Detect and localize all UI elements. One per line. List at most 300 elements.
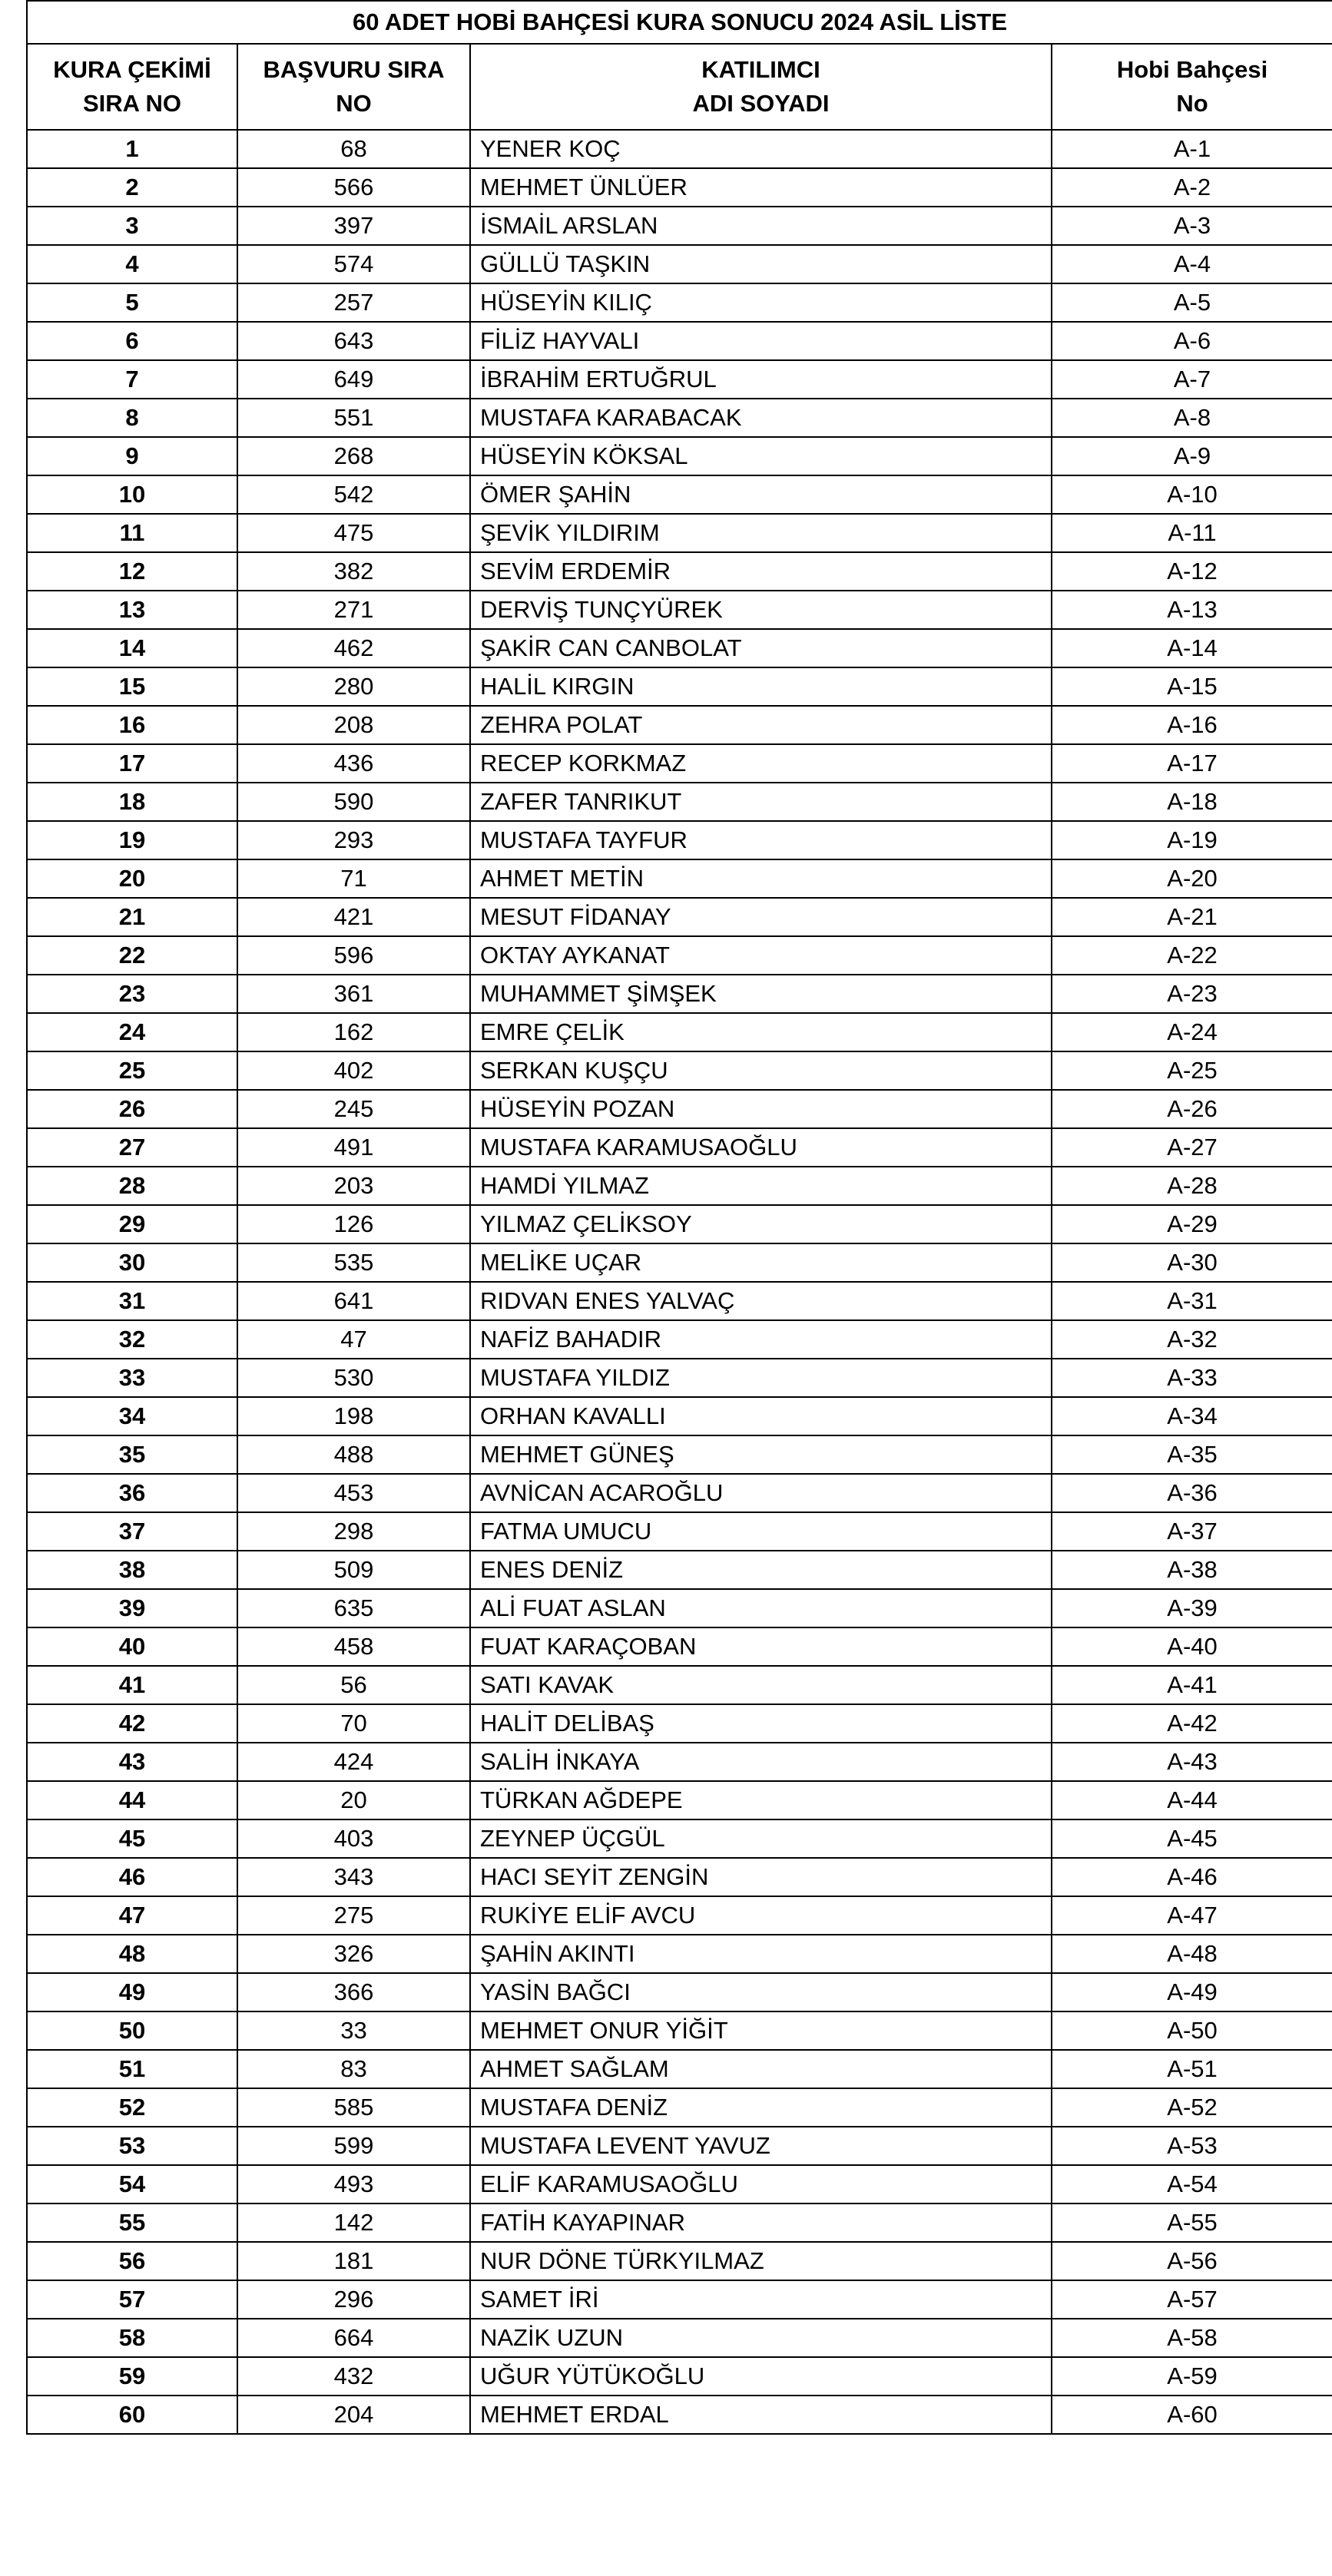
table-row	[27, 2127, 1332, 2165]
table-row	[27, 1128, 1332, 1167]
garden-no-cell: A-20	[1052, 859, 1332, 898]
participant-name-cell: ZEYNEP ÜÇGÜL	[470, 1819, 1052, 1858]
application-no-cell: 649	[237, 360, 470, 399]
garden-no-cell: A-1	[1052, 130, 1332, 168]
draw-no-cell: 46	[27, 1858, 237, 1896]
draw-no-cell: 14	[27, 629, 237, 667]
table-row	[27, 1589, 1332, 1627]
participant-name-cell: SEVİM ERDEMİR	[470, 552, 1052, 591]
participant-name-cell: ALİ FUAT ASLAN	[470, 1589, 1052, 1627]
table-row	[27, 936, 1332, 975]
garden-no-cell: A-10	[1052, 475, 1332, 514]
participant-name-cell: SALİH İNKAYA	[470, 1743, 1052, 1781]
application-no-cell: 664	[237, 2319, 470, 2357]
application-no-cell: 275	[237, 1896, 470, 1935]
garden-no-cell: A-40	[1052, 1627, 1332, 1666]
table-row	[27, 1167, 1332, 1205]
participant-name-cell: UĞUR YÜTÜKOĞLU	[470, 2357, 1052, 2396]
participant-name-cell: NAZİK UZUN	[470, 2319, 1052, 2357]
application-no-cell: 635	[237, 1589, 470, 1627]
draw-no-cell: 29	[27, 1205, 237, 1243]
garden-no-cell: A-43	[1052, 1743, 1332, 1781]
draw-no-cell: 48	[27, 1935, 237, 1973]
participant-name-cell: HÜSEYİN KILIÇ	[470, 283, 1052, 322]
garden-no-cell: A-12	[1052, 552, 1332, 591]
garden-no-cell: A-28	[1052, 1167, 1332, 1205]
participant-name-cell: HACI SEYİT ZENGİN	[470, 1858, 1052, 1896]
table-row	[27, 821, 1332, 859]
garden-no-cell: A-32	[1052, 1320, 1332, 1359]
table-row	[27, 2396, 1332, 2434]
table-row	[27, 1973, 1332, 2011]
table-row	[27, 1935, 1332, 1973]
table-row	[27, 744, 1332, 783]
table-row	[27, 2242, 1332, 2280]
table-row	[27, 1013, 1332, 1051]
participant-name-cell: İSMAİL ARSLAN	[470, 207, 1052, 245]
draw-no-cell: 60	[27, 2396, 237, 2434]
participant-name-cell: SERKAN KUŞÇU	[470, 1051, 1052, 1090]
table-row	[27, 207, 1332, 245]
participant-name-cell: YILMAZ ÇELİKSOY	[470, 1205, 1052, 1243]
garden-no-cell: A-18	[1052, 783, 1332, 821]
draw-no-cell: 12	[27, 552, 237, 591]
participant-name-cell: DERVİŞ TUNÇYÜREK	[470, 591, 1052, 629]
draw-no-cell: 8	[27, 399, 237, 437]
application-no-cell: 402	[237, 1051, 470, 1090]
garden-no-cell: A-3	[1052, 207, 1332, 245]
application-no-cell: 542	[237, 475, 470, 514]
garden-no-cell: A-7	[1052, 360, 1332, 399]
participant-name-cell: YENER KOÇ	[470, 130, 1052, 168]
garden-no-cell: A-47	[1052, 1896, 1332, 1935]
application-no-cell: 343	[237, 1858, 470, 1896]
garden-no-cell: A-17	[1052, 744, 1332, 783]
document-title: 60 ADET HOBİ BAHÇESİ KURA SONUCU 2024 ASİL LİSTE	[27, 1, 1332, 44]
table-row	[27, 898, 1332, 936]
application-no-cell: 47	[237, 1320, 470, 1359]
draw-no-cell: 24	[27, 1013, 237, 1051]
participant-name-cell: MESUT FİDANAY	[470, 898, 1052, 936]
participant-name-cell: SATI KAVAK	[470, 1666, 1052, 1704]
table-row	[27, 1781, 1332, 1819]
application-no-cell: 268	[237, 437, 470, 475]
application-no-cell: 590	[237, 783, 470, 821]
participant-name-cell: HALİT DELİBAŞ	[470, 1704, 1052, 1743]
draw-no-cell: 54	[27, 2165, 237, 2204]
garden-no-cell: A-23	[1052, 975, 1332, 1013]
application-no-cell: 643	[237, 322, 470, 360]
garden-no-cell: A-36	[1052, 1474, 1332, 1512]
application-no-cell: 530	[237, 1359, 470, 1397]
garden-no-cell: A-41	[1052, 1666, 1332, 1704]
table-row	[27, 859, 1332, 898]
draw-no-cell: 31	[27, 1282, 237, 1320]
table-row	[27, 1666, 1332, 1704]
application-no-cell: 326	[237, 1935, 470, 1973]
participant-name-cell: ENES DENİZ	[470, 1551, 1052, 1589]
participant-name-cell: MEHMET ÜNLÜER	[470, 168, 1052, 207]
garden-no-cell: A-25	[1052, 1051, 1332, 1090]
draw-no-cell: 10	[27, 475, 237, 514]
participant-name-cell: MUSTAFA KARAMUSAOĞLU	[470, 1128, 1052, 1167]
garden-no-cell: A-51	[1052, 2050, 1332, 2088]
application-no-cell: 585	[237, 2088, 470, 2127]
draw-no-cell: 25	[27, 1051, 237, 1090]
participant-name-cell: AHMET SAĞLAM	[470, 2050, 1052, 2088]
table-row	[27, 360, 1332, 399]
application-no-cell: 257	[237, 283, 470, 322]
draw-no-cell: 40	[27, 1627, 237, 1666]
participant-name-cell: MUSTAFA LEVENT YAVUZ	[470, 2127, 1052, 2165]
draw-no-cell: 21	[27, 898, 237, 936]
draw-no-cell: 33	[27, 1359, 237, 1397]
garden-no-cell: A-54	[1052, 2165, 1332, 2204]
participant-name-cell: İBRAHİM ERTUĞRUL	[470, 360, 1052, 399]
garden-no-cell: A-22	[1052, 936, 1332, 975]
draw-no-cell: 22	[27, 936, 237, 975]
table-row	[27, 1896, 1332, 1935]
garden-no-cell: A-55	[1052, 2204, 1332, 2242]
application-no-cell: 271	[237, 591, 470, 629]
table-row	[27, 1090, 1332, 1128]
participant-name-cell: MUHAMMET ŞİMŞEK	[470, 975, 1052, 1013]
draw-no-cell: 45	[27, 1819, 237, 1858]
participant-name-cell: FATMA UMUCU	[470, 1512, 1052, 1551]
participant-name-cell: GÜLLÜ TAŞKIN	[470, 245, 1052, 283]
application-no-cell: 366	[237, 1973, 470, 2011]
garden-no-cell: A-35	[1052, 1435, 1332, 1474]
draw-no-cell: 16	[27, 706, 237, 744]
application-no-cell: 453	[237, 1474, 470, 1512]
participant-name-cell: MUSTAFA DENİZ	[470, 2088, 1052, 2127]
garden-no-cell: A-2	[1052, 168, 1332, 207]
application-no-cell: 68	[237, 130, 470, 168]
garden-no-cell: A-27	[1052, 1128, 1332, 1167]
participant-name-cell: ELİF KARAMUSAOĞLU	[470, 2165, 1052, 2204]
draw-no-cell: 26	[27, 1090, 237, 1128]
participant-name-cell: YASİN BAĞCI	[470, 1973, 1052, 2011]
application-no-cell: 208	[237, 706, 470, 744]
draw-no-cell: 50	[27, 2011, 237, 2050]
draw-no-cell: 17	[27, 744, 237, 783]
draw-no-cell: 30	[27, 1243, 237, 1282]
garden-no-cell: A-53	[1052, 2127, 1332, 2165]
garden-no-cell: A-26	[1052, 1090, 1332, 1128]
application-no-cell: 493	[237, 2165, 470, 2204]
draw-no-cell: 44	[27, 1781, 237, 1819]
participant-name-cell: MUSTAFA YILDIZ	[470, 1359, 1052, 1397]
application-no-cell: 403	[237, 1819, 470, 1858]
participant-name-cell: ŞEVİK YILDIRIM	[470, 514, 1052, 552]
application-no-cell: 198	[237, 1397, 470, 1435]
table-row	[27, 667, 1332, 706]
table-row	[27, 1627, 1332, 1666]
garden-no-cell: A-19	[1052, 821, 1332, 859]
garden-no-cell: A-38	[1052, 1551, 1332, 1589]
table-row	[27, 1819, 1332, 1858]
draw-no-cell: 47	[27, 1896, 237, 1935]
draw-no-cell: 36	[27, 1474, 237, 1512]
application-no-cell: 599	[237, 2127, 470, 2165]
garden-no-cell: A-48	[1052, 1935, 1332, 1973]
table-row	[27, 437, 1332, 475]
participant-name-cell: ÖMER ŞAHİN	[470, 475, 1052, 514]
draw-no-cell: 58	[27, 2319, 237, 2357]
participant-name-cell: MEHMET ONUR YİĞİT	[470, 2011, 1052, 2050]
application-no-cell: 509	[237, 1551, 470, 1589]
garden-no-cell: A-11	[1052, 514, 1332, 552]
draw-no-cell: 27	[27, 1128, 237, 1167]
table-row	[27, 2319, 1332, 2357]
participant-name-cell: MELİKE UÇAR	[470, 1243, 1052, 1282]
lottery-result-sheet	[26, 0, 1332, 2435]
garden-no-cell: A-56	[1052, 2242, 1332, 2280]
participant-name-cell: MEHMET ERDAL	[470, 2396, 1052, 2434]
draw-no-cell: 49	[27, 1973, 237, 2011]
draw-no-cell: 9	[27, 437, 237, 475]
table-row	[27, 2357, 1332, 2396]
draw-no-cell: 2	[27, 168, 237, 207]
table-row	[27, 245, 1332, 283]
draw-no-cell: 19	[27, 821, 237, 859]
garden-no-cell: A-49	[1052, 1973, 1332, 2011]
application-no-cell: 70	[237, 1704, 470, 1743]
table-row	[27, 2050, 1332, 2088]
table-row	[27, 1282, 1332, 1320]
garden-no-cell: A-59	[1052, 2357, 1332, 2396]
draw-no-cell: 4	[27, 245, 237, 283]
application-no-cell: 298	[237, 1512, 470, 1551]
draw-no-cell: 41	[27, 1666, 237, 1704]
draw-no-cell: 11	[27, 514, 237, 552]
garden-no-cell: A-31	[1052, 1282, 1332, 1320]
draw-no-cell: 51	[27, 2050, 237, 2088]
draw-no-cell: 15	[27, 667, 237, 706]
application-no-cell: 280	[237, 667, 470, 706]
table-row	[27, 1397, 1332, 1435]
draw-no-cell: 43	[27, 1743, 237, 1781]
draw-no-cell: 28	[27, 1167, 237, 1205]
garden-no-cell: A-42	[1052, 1704, 1332, 1743]
application-no-cell: 535	[237, 1243, 470, 1282]
application-no-cell: 424	[237, 1743, 470, 1781]
garden-no-cell: A-30	[1052, 1243, 1332, 1282]
application-no-cell: 491	[237, 1128, 470, 1167]
draw-no-cell: 5	[27, 283, 237, 322]
application-no-cell: 641	[237, 1282, 470, 1320]
draw-no-cell: 6	[27, 322, 237, 360]
application-no-cell: 382	[237, 552, 470, 591]
table-row	[27, 1858, 1332, 1896]
table-row	[27, 783, 1332, 821]
table-row	[27, 1359, 1332, 1397]
table-row	[27, 2011, 1332, 2050]
participant-name-cell: AHMET METİN	[470, 859, 1052, 898]
participant-name-cell: OKTAY AYKANAT	[470, 936, 1052, 975]
draw-no-cell: 3	[27, 207, 237, 245]
garden-no-cell: A-60	[1052, 2396, 1332, 2434]
application-no-cell: 126	[237, 1205, 470, 1243]
table-row	[27, 130, 1332, 168]
garden-no-cell: A-16	[1052, 706, 1332, 744]
table-row	[27, 399, 1332, 437]
draw-no-cell: 1	[27, 130, 237, 168]
application-no-cell: 566	[237, 168, 470, 207]
garden-no-cell: A-50	[1052, 2011, 1332, 2050]
application-no-cell: 596	[237, 936, 470, 975]
application-no-cell: 397	[237, 207, 470, 245]
draw-no-cell: 39	[27, 1589, 237, 1627]
application-no-cell: 83	[237, 2050, 470, 2088]
table-row	[27, 1320, 1332, 1359]
table-row	[27, 283, 1332, 322]
participant-name-cell: ZEHRA POLAT	[470, 706, 1052, 744]
draw-no-cell: 42	[27, 1704, 237, 1743]
application-no-cell: 245	[237, 1090, 470, 1128]
participant-name-cell: MUSTAFA KARABACAK	[470, 399, 1052, 437]
garden-no-cell: A-52	[1052, 2088, 1332, 2127]
application-no-cell: 203	[237, 1167, 470, 1205]
participant-name-cell: NUR DÖNE TÜRKYILMAZ	[470, 2242, 1052, 2280]
table-row	[27, 1243, 1332, 1282]
application-no-cell: 20	[237, 1781, 470, 1819]
application-no-cell: 574	[237, 245, 470, 283]
draw-no-cell: 34	[27, 1397, 237, 1435]
table-row	[27, 591, 1332, 629]
garden-no-cell: A-39	[1052, 1589, 1332, 1627]
draw-no-cell: 55	[27, 2204, 237, 2242]
application-no-cell: 296	[237, 2280, 470, 2319]
application-no-cell: 475	[237, 514, 470, 552]
participant-name-cell: HÜSEYİN KÖKSAL	[470, 437, 1052, 475]
participant-name-cell: RUKİYE ELİF AVCU	[470, 1896, 1052, 1935]
application-no-cell: 432	[237, 2357, 470, 2396]
header-garden-no: Hobi Bahçesi No	[1052, 44, 1332, 130]
draw-no-cell: 37	[27, 1512, 237, 1551]
table-row	[27, 1435, 1332, 1474]
garden-no-cell: A-44	[1052, 1781, 1332, 1819]
table-row	[27, 2088, 1332, 2127]
header-participant: KATILIMCI ADI SOYADI	[470, 44, 1052, 130]
application-no-cell: 361	[237, 975, 470, 1013]
table-row	[27, 2204, 1332, 2242]
participant-name-cell: ŞAHİN AKINTI	[470, 1935, 1052, 1973]
application-no-cell: 71	[237, 859, 470, 898]
garden-no-cell: A-45	[1052, 1819, 1332, 1858]
draw-no-cell: 53	[27, 2127, 237, 2165]
application-no-cell: 462	[237, 629, 470, 667]
table-row	[27, 552, 1332, 591]
participant-name-cell: ŞAKİR CAN CANBOLAT	[470, 629, 1052, 667]
garden-no-cell: A-15	[1052, 667, 1332, 706]
draw-no-cell: 38	[27, 1551, 237, 1589]
table-row	[27, 322, 1332, 360]
table-row	[27, 1205, 1332, 1243]
application-no-cell: 551	[237, 399, 470, 437]
table-row	[27, 1704, 1332, 1743]
draw-no-cell: 7	[27, 360, 237, 399]
draw-no-cell: 35	[27, 1435, 237, 1474]
table-row	[27, 514, 1332, 552]
application-no-cell: 142	[237, 2204, 470, 2242]
application-no-cell: 488	[237, 1435, 470, 1474]
garden-no-cell: A-37	[1052, 1512, 1332, 1551]
table-row	[27, 168, 1332, 207]
table-row	[27, 1512, 1332, 1551]
participant-name-cell: FUAT KARAÇOBAN	[470, 1627, 1052, 1666]
application-no-cell: 204	[237, 2396, 470, 2434]
garden-no-cell: A-6	[1052, 322, 1332, 360]
participant-name-cell: ZAFER TANRIKUT	[470, 783, 1052, 821]
participant-name-cell: HÜSEYİN POZAN	[470, 1090, 1052, 1128]
header-application-no: BAŞVURU SIRA NO	[237, 44, 470, 130]
draw-no-cell: 59	[27, 2357, 237, 2396]
table-body	[27, 130, 1332, 2434]
draw-no-cell: 52	[27, 2088, 237, 2127]
application-no-cell: 33	[237, 2011, 470, 2050]
garden-no-cell: A-13	[1052, 591, 1332, 629]
draw-no-cell: 18	[27, 783, 237, 821]
participant-name-cell: FATİH KAYAPINAR	[470, 2204, 1052, 2242]
participant-name-cell: HAMDİ YILMAZ	[470, 1167, 1052, 1205]
table-row	[27, 1474, 1332, 1512]
table-row	[27, 975, 1332, 1013]
participant-name-cell: ORHAN KAVALLI	[470, 1397, 1052, 1435]
header-draw-no: KURA ÇEKİMİ SIRA NO	[27, 44, 237, 130]
draw-no-cell: 23	[27, 975, 237, 1013]
garden-no-cell: A-9	[1052, 437, 1332, 475]
garden-no-cell: A-24	[1052, 1013, 1332, 1051]
garden-no-cell: A-14	[1052, 629, 1332, 667]
table-row	[27, 2280, 1332, 2319]
garden-no-cell: A-5	[1052, 283, 1332, 322]
participant-name-cell: MEHMET GÜNEŞ	[470, 1435, 1052, 1474]
table-row	[27, 475, 1332, 514]
table-row	[27, 1551, 1332, 1589]
garden-no-cell: A-33	[1052, 1359, 1332, 1397]
lottery-table	[26, 0, 1332, 2435]
application-no-cell: 436	[237, 744, 470, 783]
draw-no-cell: 56	[27, 2242, 237, 2280]
table-row	[27, 2165, 1332, 2204]
garden-no-cell: A-4	[1052, 245, 1332, 283]
draw-no-cell: 20	[27, 859, 237, 898]
garden-no-cell: A-57	[1052, 2280, 1332, 2319]
application-no-cell: 162	[237, 1013, 470, 1051]
participant-name-cell: HALİL KIRGIN	[470, 667, 1052, 706]
draw-no-cell: 32	[27, 1320, 237, 1359]
participant-name-cell: RIDVAN ENES YALVAÇ	[470, 1282, 1052, 1320]
participant-name-cell: RECEP KORKMAZ	[470, 744, 1052, 783]
participant-name-cell: EMRE ÇELİK	[470, 1013, 1052, 1051]
table-row	[27, 1051, 1332, 1090]
participant-name-cell: FİLİZ HAYVALI	[470, 322, 1052, 360]
application-no-cell: 458	[237, 1627, 470, 1666]
participant-name-cell: SAMET İRİ	[470, 2280, 1052, 2319]
application-no-cell: 293	[237, 821, 470, 859]
garden-no-cell: A-58	[1052, 2319, 1332, 2357]
garden-no-cell: A-21	[1052, 898, 1332, 936]
application-no-cell: 181	[237, 2242, 470, 2280]
participant-name-cell: NAFİZ BAHADIR	[470, 1320, 1052, 1359]
garden-no-cell: A-29	[1052, 1205, 1332, 1243]
table-row	[27, 629, 1332, 667]
participant-name-cell: MUSTAFA TAYFUR	[470, 821, 1052, 859]
draw-no-cell: 57	[27, 2280, 237, 2319]
participant-name-cell: AVNİCAN ACAROĞLU	[470, 1474, 1052, 1512]
table-row	[27, 1743, 1332, 1781]
